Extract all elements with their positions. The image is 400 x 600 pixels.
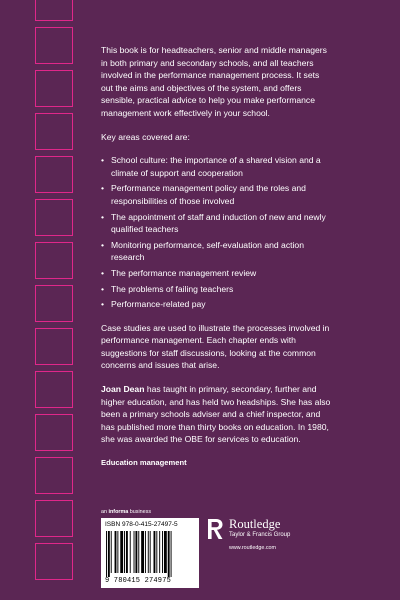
decorative-square	[35, 242, 73, 279]
decorative-square	[35, 500, 73, 537]
barcode-bar	[108, 531, 110, 577]
list-item: • Performance management policy and the roles and responsibilities of those involved	[101, 182, 331, 207]
barcode-bar	[145, 531, 146, 573]
decorative-square	[35, 371, 73, 408]
barcode-bar	[120, 531, 123, 573]
decorative-square	[35, 199, 73, 236]
decorative-square	[35, 113, 73, 150]
publisher-logo-row	[206, 518, 336, 540]
imprint-suffix: business	[128, 509, 152, 515]
list-item: • The problems of failing teachers	[101, 283, 331, 296]
decorative-square	[35, 156, 73, 193]
list-item: • The performance management review	[101, 267, 331, 280]
decorative-square	[35, 70, 73, 107]
barcode-bar	[138, 531, 139, 573]
imprint-line	[101, 509, 199, 516]
decorative-square	[35, 328, 73, 365]
barcode-bar	[168, 531, 170, 577]
barcode-bar	[106, 531, 107, 577]
decorative-square	[35, 457, 73, 494]
key-areas-list	[101, 154, 331, 311]
barcode-bar	[124, 531, 125, 573]
barcode-bar	[141, 531, 144, 573]
decorative-square	[35, 543, 73, 580]
author-bio-text: has taught in primary, secondary, further and higher education, and has held two headships. She has also been a primary schools adviser and a chief inspector, and has published more than thirty books on education. In 1980, she was awarded the OBE for services to education.	[101, 384, 331, 445]
barcode-label	[101, 518, 199, 588]
decorative-square-column	[35, 0, 77, 586]
barcode-bar	[164, 531, 167, 573]
barcode-bar	[156, 531, 157, 573]
list-item: • The appointment of staff and induction of new and newly qualified teachers	[101, 211, 331, 236]
publisher-logo	[206, 518, 336, 552]
routledge-r-logo-icon	[206, 518, 224, 540]
barcode-block	[101, 509, 199, 588]
barcode-bar	[115, 531, 117, 573]
decorative-square	[35, 285, 73, 322]
publisher-url: www.routledge.com	[229, 545, 277, 551]
barcode-bar	[150, 531, 151, 573]
barcode-bar	[171, 531, 172, 577]
barcode-bar	[135, 531, 137, 573]
decorative-square	[35, 27, 73, 64]
isbn-text: ISBN 978-0-415-27497-5	[105, 521, 178, 528]
barcode-bar	[130, 531, 131, 573]
publisher-group: Taylor & Francis Group	[229, 532, 291, 538]
barcode-bar	[111, 531, 112, 573]
barcode-bar	[162, 531, 163, 573]
ean-digits: 9 780415 274975	[105, 577, 172, 585]
list-item: • School culture: the importance of a shared vision and a climate of support and cooperation	[101, 154, 331, 179]
barcode-bar	[126, 531, 128, 573]
key-areas-intro: Key areas covered are:	[101, 131, 190, 142]
case-studies-paragraph: Case studies are used to illustrate the processes involved in performance management. Each chapter ends with suggestions for staff discussions, looking at the common concerns and issues that arise.	[101, 322, 330, 371]
decorative-square	[35, 414, 73, 451]
barcode-bar	[154, 531, 156, 573]
barcode-bar	[117, 531, 118, 573]
publisher-name: Routledge	[229, 517, 281, 531]
imprint-prefix: an	[101, 509, 109, 515]
barcode-bar	[159, 531, 160, 573]
author-name: Joan Dean	[101, 384, 145, 395]
barcode-bar	[134, 531, 135, 573]
imprint-brand: informa	[108, 509, 129, 515]
barcode-bar	[148, 531, 149, 573]
decorative-square	[35, 0, 73, 21]
author-bio	[101, 383, 331, 446]
barcode-icon	[105, 531, 195, 577]
description-paragraph: This book is for headteachers, senior and middle managers in both primary and secondary schools, and all teachers involved in the performance management process. It sets out the aims and objectives of the system, and offers sensible, practical advice to help you make performance management work effectively in your school.	[101, 45, 327, 118]
subject-category: Education management	[101, 458, 187, 468]
blurb	[101, 44, 331, 470]
list-item: • Performance-related pay	[101, 298, 331, 311]
list-item: • Monitoring performance, self-evaluation and action research	[101, 239, 331, 264]
